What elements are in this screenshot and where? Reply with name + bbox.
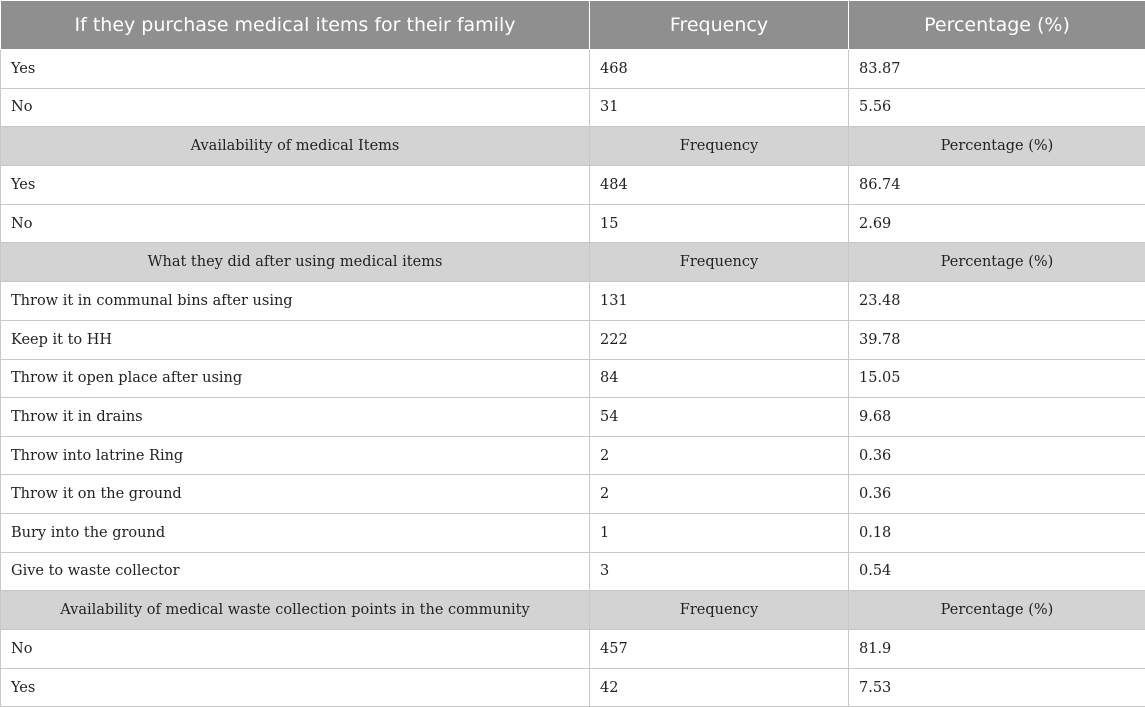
table-row	[1, 436, 1145, 475]
row-label: Give to waste collector	[1, 552, 590, 591]
section-frequency: Frequency	[590, 243, 849, 282]
row-percentage: 81.9	[849, 630, 1145, 669]
row-percentage: 5.56	[849, 88, 1145, 127]
row-label: Throw it open place after using	[1, 359, 590, 398]
row-label: Yes	[1, 50, 590, 89]
row-label: Throw it in drains	[1, 398, 590, 437]
row-frequency: 457	[590, 630, 849, 669]
section-frequency: Frequency	[590, 591, 849, 630]
section-header-availability	[1, 127, 1145, 166]
section-title: Availability of medical waste collection points in the community	[1, 591, 590, 630]
row-frequency: 2	[590, 436, 849, 475]
row-percentage: 7.53	[849, 668, 1145, 707]
table-row	[1, 668, 1145, 707]
row-percentage: 2.69	[849, 204, 1145, 243]
row-label: No	[1, 204, 590, 243]
table-row	[1, 204, 1145, 243]
row-percentage: 9.68	[849, 398, 1145, 437]
header-frequency: Frequency	[590, 1, 849, 50]
table-row	[1, 630, 1145, 669]
row-frequency: 131	[590, 282, 849, 321]
section-header-disposal	[1, 243, 1145, 282]
row-percentage: 0.18	[849, 513, 1145, 552]
row-label: Yes	[1, 668, 590, 707]
row-frequency: 42	[590, 668, 849, 707]
row-frequency: 84	[590, 359, 849, 398]
row-percentage: 0.54	[849, 552, 1145, 591]
row-percentage: 0.36	[849, 475, 1145, 514]
row-frequency: 1	[590, 513, 849, 552]
row-frequency: 2	[590, 475, 849, 514]
row-percentage: 39.78	[849, 320, 1145, 359]
row-frequency: 54	[590, 398, 849, 437]
row-label: No	[1, 630, 590, 669]
row-frequency: 222	[590, 320, 849, 359]
section-percentage: Percentage (%)	[849, 127, 1145, 166]
row-percentage: 86.74	[849, 166, 1145, 205]
row-frequency: 15	[590, 204, 849, 243]
table-row	[1, 475, 1145, 514]
row-frequency: 484	[590, 166, 849, 205]
section-header-collection	[1, 591, 1145, 630]
row-label: Bury into the ground	[1, 513, 590, 552]
table-row	[1, 88, 1145, 127]
row-percentage: 83.87	[849, 50, 1145, 89]
table-row	[1, 398, 1145, 437]
row-percentage: 0.36	[849, 436, 1145, 475]
row-label: Yes	[1, 166, 590, 205]
section-percentage: Percentage (%)	[849, 243, 1145, 282]
section-title: Availability of medical Items	[1, 127, 590, 166]
table-row	[1, 50, 1145, 89]
row-frequency: 31	[590, 88, 849, 127]
row-label: No	[1, 88, 590, 127]
row-frequency: 3	[590, 552, 849, 591]
section-title: What they did after using medical items	[1, 243, 590, 282]
row-percentage: 23.48	[849, 282, 1145, 321]
table-row	[1, 166, 1145, 205]
row-label: Throw it in communal bins after using	[1, 282, 590, 321]
header-percentage: Percentage (%)	[849, 1, 1145, 50]
table-row	[1, 552, 1145, 591]
row-label: Keep it to HH	[1, 320, 590, 359]
section-frequency: Frequency	[590, 127, 849, 166]
row-label: Throw it on the ground	[1, 475, 590, 514]
header-title: If they purchase medical items for their family	[1, 1, 590, 50]
table-row	[1, 513, 1145, 552]
row-percentage: 15.05	[849, 359, 1145, 398]
row-label: Throw into latrine Ring	[1, 436, 590, 475]
table-header-row	[1, 1, 1145, 50]
table-row	[1, 359, 1145, 398]
table-row	[1, 320, 1145, 359]
section-percentage: Percentage (%)	[849, 591, 1145, 630]
table-row	[1, 282, 1145, 321]
row-frequency: 468	[590, 50, 849, 89]
